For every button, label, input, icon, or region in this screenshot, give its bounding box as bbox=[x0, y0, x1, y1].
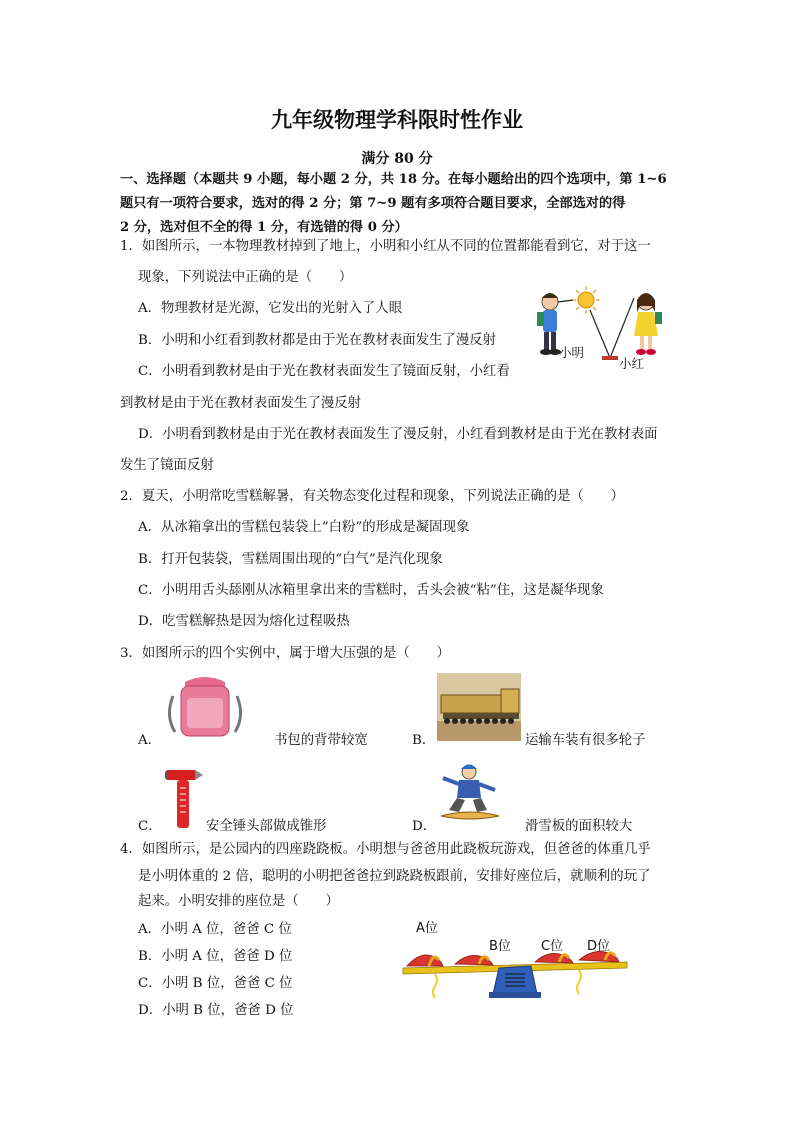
seat-label-d: D位 bbox=[587, 939, 611, 954]
q1-option-d-line-1: D．小明看到教材是由于光在教材表面发生了漫反射，小红看到教材是由于光在教材表面 bbox=[138, 427, 658, 442]
safety-hammer-icon bbox=[165, 764, 205, 830]
q1-stem-line-2: 现象，下列说法中正确的是（ ） bbox=[138, 270, 353, 285]
truck-icon bbox=[437, 673, 521, 741]
q4-stem-line-2: 是小明体重的 2 倍，聪明的小明把爸爸拉到跷跷板跟前，安排好座位后，就顺利的玩了 bbox=[138, 869, 651, 884]
section-header bbox=[120, 168, 680, 240]
backpack-icon bbox=[163, 676, 247, 740]
q2-option-c: C．小明用舌头舔刚从冰箱里拿出来的雪糕时，舌头会被“粘”住，这是凝华现象 bbox=[138, 583, 604, 598]
q3-option-c-letter: C． bbox=[138, 819, 162, 834]
q2-option-a: A．从冰箱拿出的雪糕包装袋上“白粉”的形成是凝固现象 bbox=[138, 520, 470, 535]
q4-stem-line-3: 起来。小明安排的座位是（ ） bbox=[138, 894, 339, 909]
page-title: 九年级物理学科限时性作业 bbox=[271, 107, 523, 132]
section-line-1: 一、选择题（本题共 9 小题，每小题 2 分，共 18 分。在每小题给出的四个选项中，第 1~6 bbox=[120, 172, 667, 187]
q4-stem-line-1: 4．如图所示，是公园内的四座跷跷板。小明想与爸爸用此跷板玩游戏，但爸爸的体重几乎 bbox=[120, 842, 651, 857]
q1-option-a: A．物理教材是光源，它发出的光射入了人眼 bbox=[138, 301, 403, 316]
q4-option-a: A．小明 A 位，爸爸 C 位 bbox=[138, 922, 292, 937]
q4-option-c: C．小明 B 位，爸爸 C 位 bbox=[138, 976, 293, 991]
label-xiaoming: 小明 bbox=[559, 345, 585, 360]
q3-option-b-text: 运输车装有很多轮子 bbox=[525, 733, 646, 748]
q3-option-d-letter: D． bbox=[412, 819, 437, 834]
q3-option-d-text: 滑雪板的面积较大 bbox=[525, 819, 633, 834]
section-line-2: 题只有一项符合要求，选对的得 2 分；第 7~9 题有多项符合题目要求，全部选对的得 bbox=[120, 196, 626, 211]
q3-option-c-text: 安全锤头部做成锥形 bbox=[206, 819, 327, 834]
q2-option-b: B．打开包装袋，雪糕周围出现的“白气”是汽化现象 bbox=[138, 552, 443, 567]
q2-stem: 2．夏天，小明常吃雪糕解暑，有关物态变化过程和现象，下列说法正确的是（ ） bbox=[120, 489, 624, 504]
section-line-3: 2 分，选对但不全的得 1 分，有选错的得 0 分） bbox=[120, 220, 408, 235]
boy-figure-icon bbox=[537, 293, 561, 355]
sun-icon bbox=[572, 286, 600, 314]
seat-label-c: C位 bbox=[541, 939, 564, 954]
q3-stem: 3．如图所示的四个实例中，属于增大压强的是（ ） bbox=[120, 646, 450, 661]
q3-option-b-letter: B． bbox=[412, 733, 436, 748]
q1-option-d-line-2: 发生了镜面反射 bbox=[120, 458, 214, 473]
q3-option-a-text: 书包的背带较宽 bbox=[274, 733, 368, 748]
q1-option-b: B．小明和小红看到教材都是由于光在教材表面发生了漫反射 bbox=[138, 333, 496, 348]
q2-option-d: D．吃雪糕解热是因为熔化过程吸热 bbox=[138, 614, 350, 629]
full-score: 满分 80 分 bbox=[361, 151, 433, 167]
snowboarder-icon bbox=[437, 760, 503, 826]
q3-option-a-letter: A． bbox=[138, 733, 162, 748]
book-icon bbox=[602, 356, 618, 360]
q1-figure bbox=[528, 282, 678, 372]
q4-option-d: D．小明 B 位，爸爸 D 位 bbox=[138, 1003, 294, 1018]
q4-option-b: B．小明 A 位，爸爸 D 位 bbox=[138, 949, 293, 964]
label-xiaohong: 小红 bbox=[619, 356, 645, 371]
q1-stem-line-1: 1．如图所示，一本物理教材掉到了地上，小明和小红从不同的位置都能看到它，对于这一 bbox=[120, 239, 651, 254]
q1-option-c-line-1: C．小明看到教材是由于光在教材表面发生了镜面反射，小红看 bbox=[138, 364, 510, 379]
q1-option-c-line-2: 到教材是由于光在教材表面发生了漫反射 bbox=[120, 396, 362, 411]
girl-figure-icon bbox=[634, 293, 662, 355]
seat-label-b: B位 bbox=[489, 939, 511, 954]
seat-label-a: A位 bbox=[416, 921, 438, 936]
